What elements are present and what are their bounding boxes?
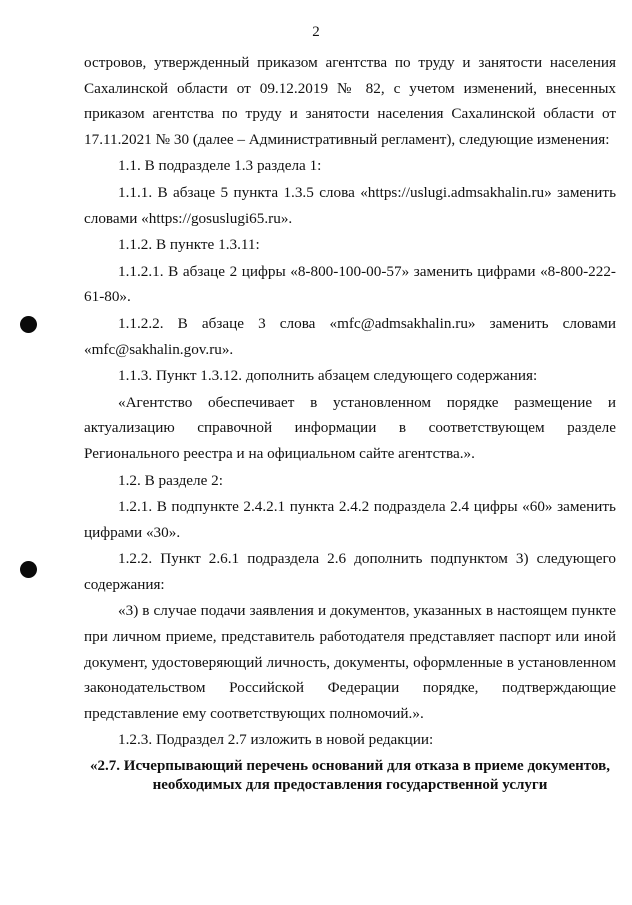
punch-hole [20, 316, 37, 333]
paragraph: 1.1.2.2. В абзаце 3 слова «mfc@admsakhalin.ru» заменить словами «mfc@sakhalin.gov.ru». [84, 314, 616, 358]
paragraph: «Агентство обеспечивает в установленном порядке размещение и актуализацию справочной информации в соответствующем разделе Регионального реестра и на официальном сайте агентства.». [84, 393, 616, 462]
paragraph: 1.1.2.1. В абзаце 2 цифры «8-800-100-00-57» заменить цифрами «8-800-222-61-80». [84, 262, 616, 306]
paragraph: 1.2.2. Пункт 2.6.1 подраздела 2.6 дополнить подпунктом 3) следующего содержания: [84, 550, 616, 593]
paragraph: островов, утвержденный приказом агентства по труду и занятости населения Сахалинской области от 09.12.2019 № 82, с учетом изменений, внесенных приказом агентства по труду и занятости населения Сахалинской области от 17.11.2021 № 30 (далее – Административный регламент), следующие изменения: [84, 54, 616, 148]
section-heading: «2.7. Исчерпывающий перечень оснований для отказа в приеме документов, необходимых для предоставления государственной услуги [90, 758, 610, 794]
page-number: 2 [312, 24, 320, 40]
punch-hole [20, 561, 37, 578]
paragraph: «3) в случае подачи заявления и документов, указанных в настоящем пункте при личном приеме, представитель работодателя представляет паспорт или иной документ, удостоверяющий личность, документы, оформленные в установленном законодательством Российской Федерации порядке, подтверждающие представление ему соответствующих полномочий.». [84, 602, 616, 722]
paragraph: 1.2.3. Подраздел 2.7 изложить в новой редакции: [118, 731, 434, 749]
paragraph: 1.1.3. Пункт 1.3.12. дополнить абзацем следующего содержания: [118, 367, 538, 385]
document-body [84, 50, 616, 795]
paragraph: 1.2.1. В подпункте 2.4.2.1 пункта 2.4.2 подраздела 2.4 цифры «60» заменить цифрами «30». [84, 498, 616, 541]
paragraph: 1.1.1. В абзаце 5 пункта 1.3.5 слова «https://uslugi.admsakhalin.ru» заменить словами «https://gosuslugi65.ru». [84, 183, 616, 227]
paragraph: 1.1. В подразделе 1.3 раздела 1: [118, 157, 322, 175]
paragraph: 1.1.2. В пункте 1.3.11: [118, 236, 260, 254]
paragraph: 1.2. В разделе 2: [118, 471, 223, 489]
